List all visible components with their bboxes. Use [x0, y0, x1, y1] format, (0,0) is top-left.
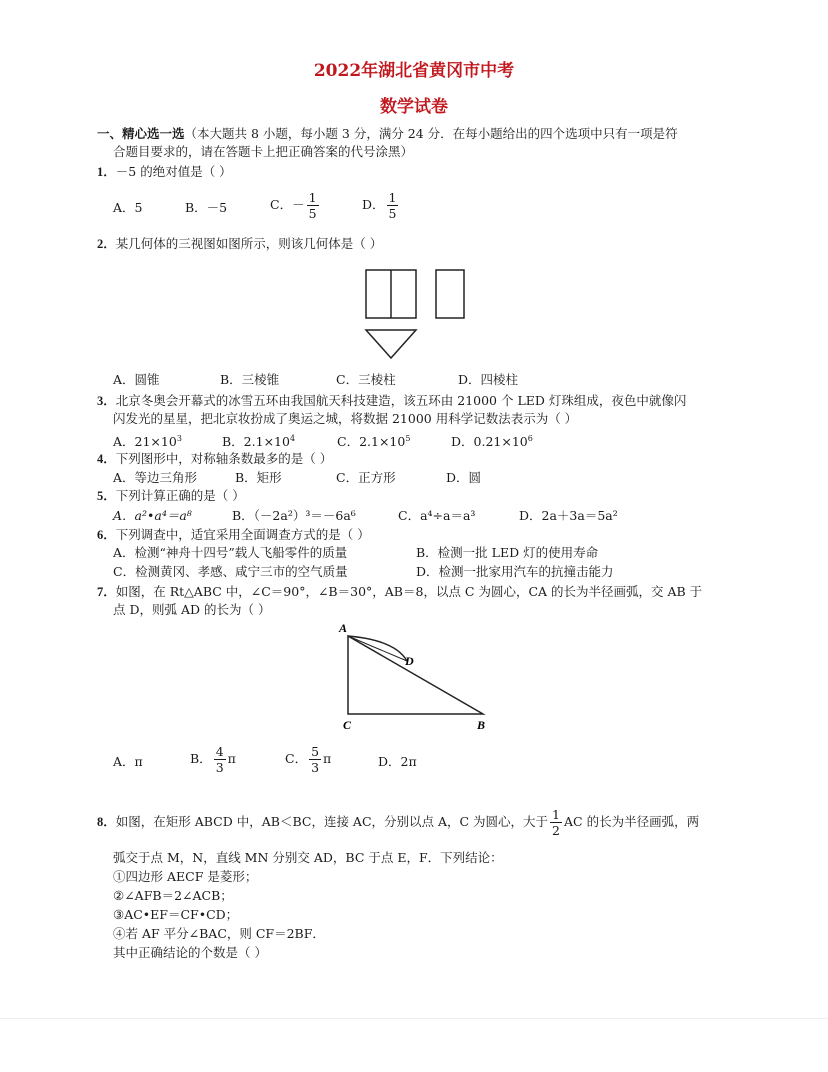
section-label: 一、精心选一选: [97, 126, 185, 141]
section-header: [97, 126, 678, 142]
fraction: [307, 190, 319, 221]
fraction-half: [550, 807, 562, 838]
question-number: 6．: [97, 528, 116, 542]
q5-option-a: A．a²•a⁴＝a⁸: [113, 508, 192, 523]
exam-subtitle: 数学试卷: [380, 97, 448, 117]
question-2: [97, 236, 382, 252]
option-prefix: D．: [362, 197, 385, 212]
q6-option-d: D．检测一批家用汽车的抗撞击能力: [416, 564, 614, 579]
q4-option-b: B．矩形: [235, 470, 282, 485]
question-number: 2．: [97, 237, 116, 251]
option-base: C．2.1×10: [337, 434, 406, 449]
option-base: A．21×10: [113, 434, 177, 449]
q1-option-c: [270, 190, 321, 221]
fraction: [214, 744, 226, 775]
q5-option-b: B．（－2a²）³＝－6a⁶: [232, 508, 356, 523]
conclusion-3: ③AC•EF＝CF•CD；: [113, 907, 239, 922]
fraction-denominator: 2: [552, 823, 560, 838]
triangle-figure: [335, 618, 505, 733]
option-exponent: 5: [405, 434, 411, 443]
question-1: [97, 164, 232, 180]
question-text: 下列调查中，适宜采用全面调查方式的是（ ）: [115, 527, 370, 542]
label-c: C: [343, 718, 352, 732]
question-number: 4．: [97, 452, 116, 466]
question-8-ask: 其中正确结论的个数是（ ）: [113, 945, 267, 960]
option-base: D．0.21×10: [451, 434, 528, 449]
q7-option-c: [285, 744, 331, 775]
q7-option-a: A．π: [113, 754, 143, 769]
q4-option-c: C．正方形: [336, 470, 396, 485]
fraction-numerator: 1: [308, 190, 317, 205]
question-3-line-2: 闪发光的星星，把北京妆扮成了奥运之城，将数据 21000 用科学记数法表示为（ ）: [113, 411, 578, 426]
question-8: [97, 807, 699, 838]
question-3: [97, 393, 686, 409]
option-prefix: B．: [190, 751, 212, 766]
fraction: [309, 744, 321, 775]
question-text-1: 北京冬奥会开幕式的冰雪五环由我国航天科技建造，该五环由 21000 个 LED 灯珠组成，夜色中就像闪: [115, 393, 687, 408]
question-number: 1．: [97, 165, 116, 179]
question-5: [97, 488, 245, 504]
q2-option-b: B．三棱锥: [220, 372, 280, 387]
fraction-denominator: 5: [308, 206, 317, 221]
question-text: 某几何体的三视图如图所示，则该几何体是（ ）: [115, 236, 383, 251]
question-number: 3．: [97, 394, 116, 408]
question-text: －5 的绝对值是（ ）: [115, 164, 232, 179]
q7-option-b: [190, 744, 236, 775]
option-exponent: 6: [527, 434, 533, 443]
q1-option-b: B．－5: [185, 200, 228, 215]
q1-option-d: [362, 190, 400, 221]
q7-option-d: D．2π: [378, 754, 417, 769]
q3-option-c: [337, 431, 410, 450]
label-a: A: [339, 621, 348, 635]
q1-option-a: A．5: [113, 200, 143, 215]
option-prefix: C．－: [270, 197, 305, 212]
fraction-denominator: 5: [388, 206, 397, 221]
q5-option-c: C．a⁴÷a＝a³: [398, 508, 476, 523]
label-d: D: [405, 654, 414, 668]
fraction: [387, 190, 399, 221]
fraction-denominator: 3: [311, 760, 320, 775]
q2-option-c: C．三棱柱: [336, 372, 396, 387]
side-view: [436, 270, 464, 318]
fraction-numerator: 5: [311, 744, 320, 759]
q2-option-a: A．圆锥: [113, 372, 160, 387]
section-instructions-2: 合题目要求的，请在答题卡上把正确答案的代号涂黑）: [113, 144, 414, 159]
option-exponent: 3: [176, 434, 182, 443]
three-view-figure: [360, 268, 470, 364]
question-text-1a: 如图，在矩形 ABCD 中，AB＜BC，连接 AC，分别以点 A，C 为圆心，大于: [115, 814, 549, 829]
section-instructions-1: （本大题共 8 小题，每小题 3 分，满分 24 分．在每小题给出的四个选项中只有一项是符: [184, 126, 678, 141]
triangle-abc: [348, 636, 483, 714]
question-8-line-2: 弧交于点 M，N，直线 MN 分别交 AD，BC 于点 E，F．下列结论：: [113, 850, 503, 865]
conclusion-4: ④若 AF 平分∠BAC，则 CF＝2BF．: [113, 926, 325, 941]
question-text: 下列图形中，对称轴条数最多的是（ ）: [115, 451, 333, 466]
question-text: 下列计算正确的是（ ）: [115, 488, 245, 503]
question-number: 5．: [97, 489, 116, 503]
option-exponent: 4: [289, 434, 296, 443]
q3-option-b: [222, 431, 295, 450]
question-7: [97, 584, 702, 600]
option-suffix: π: [227, 751, 236, 766]
fraction-numerator: 1: [552, 807, 560, 822]
question-4: [97, 451, 332, 467]
question-6: [97, 527, 370, 543]
q3-option-d: [451, 431, 533, 450]
question-text-1b: AC 的长为半径画弧，两: [564, 814, 700, 829]
option-suffix: π: [323, 751, 332, 766]
q4-option-a: A．等边三角形: [113, 470, 198, 485]
conclusion-1: ①四边形 AECF 是菱形；: [113, 869, 258, 884]
top-view: [366, 330, 416, 358]
q6-option-c: C．检测黄冈、孝感、咸宁三市的空气质量: [113, 564, 348, 579]
fraction-denominator: 3: [215, 760, 224, 775]
q4-option-d: D．圆: [446, 470, 482, 485]
question-text-1: 如图，在 Rt△ABC 中，∠C＝90°，∠B＝30°，AB＝8，以点 C 为圆心，CA 的长为半径画弧，交 AB 于: [115, 584, 703, 599]
q6-option-b: B．检测一批 LED 灯的使用寿命: [416, 545, 599, 560]
q2-option-d: D．四棱柱: [458, 372, 519, 387]
q3-option-a: [113, 431, 182, 450]
option-prefix: C．: [285, 751, 308, 766]
exam-title: 2022年湖北省黄冈市中考: [313, 61, 515, 81]
conclusion-2: ②∠AFB＝2∠ACB；: [113, 888, 233, 903]
page-bottom-divider: [0, 1018, 828, 1019]
option-base: B．2.1×10: [222, 434, 290, 449]
question-number: 7．: [97, 585, 116, 599]
fraction-numerator: 1: [388, 190, 397, 205]
label-b: B: [477, 718, 486, 732]
q5-option-d: D．2a＋3a＝5a²: [519, 508, 618, 523]
chord-ad: [348, 636, 407, 661]
q6-option-a: A．检测“神舟十四号”载人飞船零件的质量: [113, 545, 348, 560]
fraction-numerator: 4: [215, 744, 224, 759]
question-7-line-2: 点 D，则弧 AD 的长为（ ）: [113, 602, 271, 617]
question-number: 8．: [97, 815, 116, 829]
